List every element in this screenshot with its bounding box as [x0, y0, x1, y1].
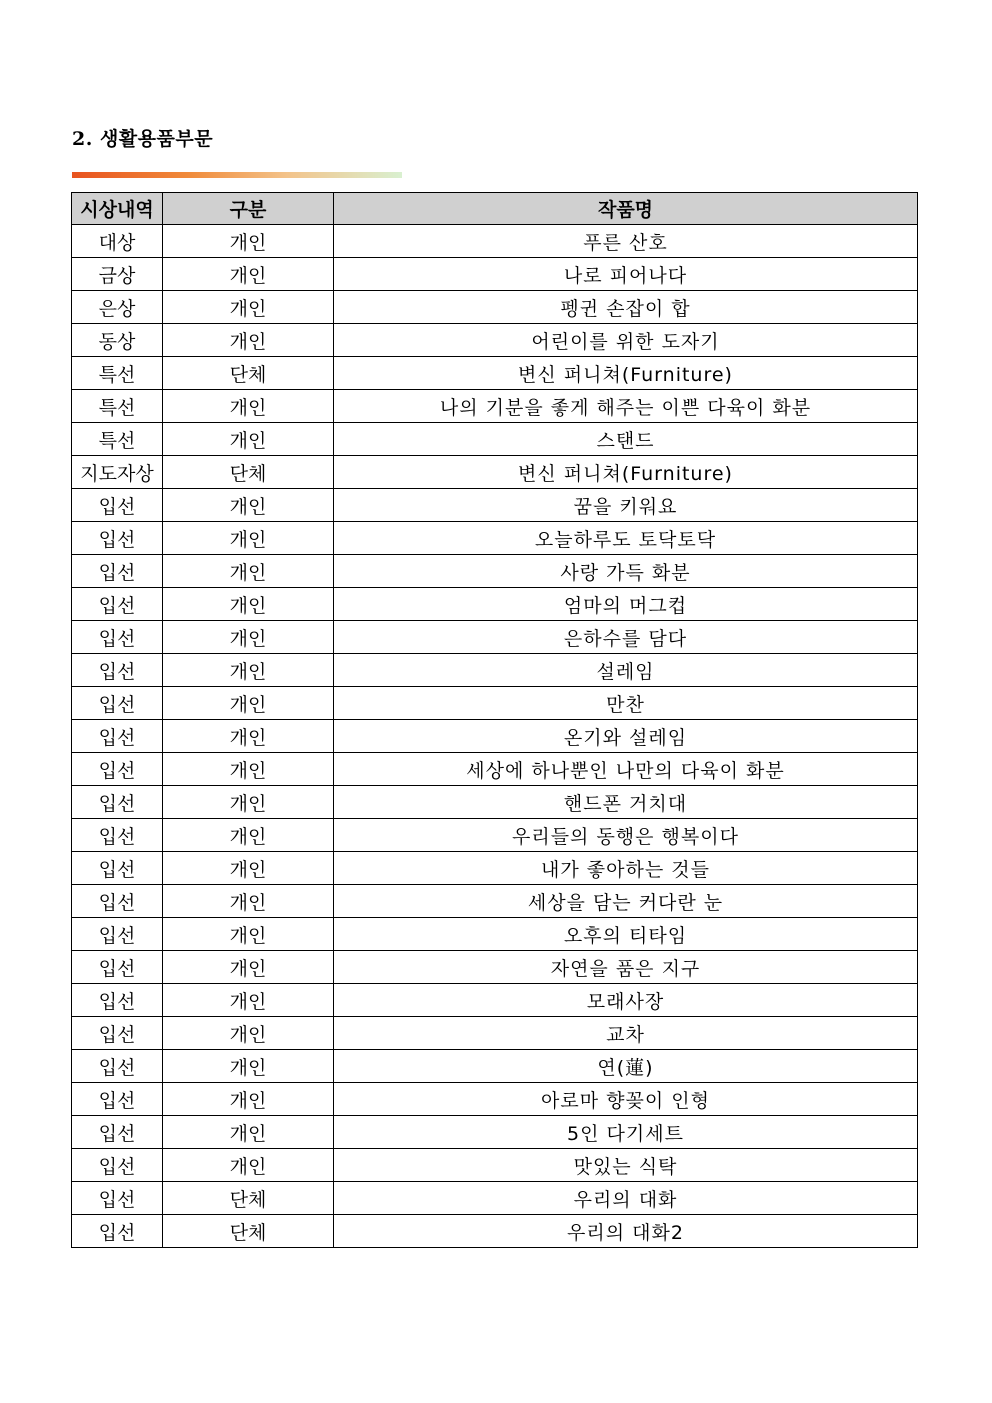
award-cell: 입선: [72, 951, 163, 984]
category-cell: 단체: [163, 357, 334, 390]
category-cell: 개인: [163, 621, 334, 654]
work-title-cell: 우리의 대화: [334, 1182, 918, 1215]
category-cell: 개인: [163, 885, 334, 918]
category-cell: 개인: [163, 588, 334, 621]
work-title-cell: 우리의 대화2: [334, 1215, 918, 1248]
award-cell: 입선: [72, 489, 163, 522]
award-cell: 입선: [72, 1050, 163, 1083]
category-cell: 개인: [163, 1083, 334, 1116]
work-title-cell: 만찬: [334, 687, 918, 720]
awards-table: [71, 192, 918, 1248]
award-cell: 입선: [72, 1017, 163, 1050]
work-title-cell: 엄마의 머그컵: [334, 588, 918, 621]
table-row: [72, 456, 918, 489]
table-row: [72, 522, 918, 555]
table-row: [72, 720, 918, 753]
award-cell: 입선: [72, 984, 163, 1017]
category-cell: 개인: [163, 654, 334, 687]
award-cell: 입선: [72, 1215, 163, 1248]
work-title-cell: 변신 퍼니쳐(Furniture): [334, 456, 918, 489]
table-row: [72, 489, 918, 522]
table-row: [72, 588, 918, 621]
category-cell: 개인: [163, 258, 334, 291]
award-cell: 금상: [72, 258, 163, 291]
work-title-cell: 우리들의 동행은 행복이다: [334, 819, 918, 852]
table-body: [72, 225, 918, 1248]
award-cell: 특선: [72, 423, 163, 456]
work-title-cell: 스탠드: [334, 423, 918, 456]
table-row: [72, 852, 918, 885]
work-title-cell: 오후의 티타임: [334, 918, 918, 951]
work-title-cell: 오늘하루도 토닥토닥: [334, 522, 918, 555]
work-title-cell: 나로 피어나다: [334, 258, 918, 291]
category-cell: 개인: [163, 225, 334, 258]
table-row: [72, 291, 918, 324]
category-cell: 개인: [163, 951, 334, 984]
work-title-cell: 5인 다기세트: [334, 1116, 918, 1149]
header-award: 시상내역: [72, 193, 163, 225]
category-cell: 개인: [163, 1149, 334, 1182]
award-cell: 지도자상: [72, 456, 163, 489]
table-row: [72, 555, 918, 588]
table-row: [72, 1215, 918, 1248]
table-row: [72, 1050, 918, 1083]
work-title-cell: 온기와 설레임: [334, 720, 918, 753]
award-cell: 입선: [72, 720, 163, 753]
table-row: [72, 1017, 918, 1050]
category-cell: 개인: [163, 1050, 334, 1083]
award-cell: 특선: [72, 390, 163, 423]
table-row: [72, 225, 918, 258]
award-cell: 대상: [72, 225, 163, 258]
award-cell: 동상: [72, 324, 163, 357]
work-title-cell: 어린이를 위한 도자기: [334, 324, 918, 357]
work-title-cell: 맛있는 식탁: [334, 1149, 918, 1182]
category-cell: 개인: [163, 753, 334, 786]
table-row: [72, 786, 918, 819]
category-cell: 개인: [163, 1017, 334, 1050]
table-row: [72, 885, 918, 918]
table-row: [72, 258, 918, 291]
work-title-cell: 사랑 가득 화분: [334, 555, 918, 588]
work-title-cell: 설레임: [334, 654, 918, 687]
work-title-cell: 푸른 산호: [334, 225, 918, 258]
work-title-cell: 핸드폰 거치대: [334, 786, 918, 819]
work-title-cell: 나의 기분을 좋게 해주는 이쁜 다육이 화분: [334, 390, 918, 423]
category-cell: 단체: [163, 1215, 334, 1248]
category-cell: 개인: [163, 324, 334, 357]
category-cell: 개인: [163, 720, 334, 753]
category-cell: 개인: [163, 555, 334, 588]
table-row: [72, 1182, 918, 1215]
category-cell: 개인: [163, 522, 334, 555]
category-cell: 개인: [163, 852, 334, 885]
award-cell: 입선: [72, 654, 163, 687]
category-cell: 개인: [163, 291, 334, 324]
category-cell: 개인: [163, 489, 334, 522]
table-row: [72, 819, 918, 852]
table-row: [72, 423, 918, 456]
award-cell: 입선: [72, 885, 163, 918]
work-title-cell: 꿈을 키워요: [334, 489, 918, 522]
work-title-cell: 아로마 향꽂이 인형: [334, 1083, 918, 1116]
award-cell: 입선: [72, 918, 163, 951]
award-cell: 입선: [72, 786, 163, 819]
award-cell: 입선: [72, 1083, 163, 1116]
table-row: [72, 951, 918, 984]
table-row: [72, 1149, 918, 1182]
category-cell: 단체: [163, 456, 334, 489]
table-row: [72, 918, 918, 951]
table-row: [72, 390, 918, 423]
category-cell: 개인: [163, 687, 334, 720]
award-cell: 입선: [72, 819, 163, 852]
work-title-cell: 모래사장: [334, 984, 918, 1017]
table-row: [72, 687, 918, 720]
award-cell: 입선: [72, 621, 163, 654]
work-title-cell: 연(蓮): [334, 1050, 918, 1083]
title-underline: [72, 172, 402, 178]
award-cell: 특선: [72, 357, 163, 390]
header-category: 구분: [163, 193, 334, 225]
award-cell: 입선: [72, 522, 163, 555]
category-cell: 개인: [163, 786, 334, 819]
table-row: [72, 357, 918, 390]
category-cell: 개인: [163, 423, 334, 456]
table-row: [72, 984, 918, 1017]
work-title-cell: 변신 퍼니쳐(Furniture): [334, 357, 918, 390]
award-cell: 입선: [72, 1149, 163, 1182]
award-cell: 입선: [72, 588, 163, 621]
table-row: [72, 753, 918, 786]
award-cell: 입선: [72, 555, 163, 588]
award-cell: 입선: [72, 1116, 163, 1149]
work-title-cell: 세상을 담는 커다란 눈: [334, 885, 918, 918]
work-title-cell: 교차: [334, 1017, 918, 1050]
work-title-cell: 내가 좋아하는 것들: [334, 852, 918, 885]
table-header-row: [72, 193, 918, 225]
category-cell: 개인: [163, 819, 334, 852]
table-row: [72, 654, 918, 687]
section-title: 2. 생활용품부문: [72, 128, 214, 150]
header-work-title: 작품명: [334, 193, 918, 225]
table-row: [72, 621, 918, 654]
award-cell: 은상: [72, 291, 163, 324]
work-title-cell: 세상에 하나뿐인 나만의 다육이 화분: [334, 753, 918, 786]
category-cell: 개인: [163, 390, 334, 423]
category-cell: 개인: [163, 918, 334, 951]
award-cell: 입선: [72, 852, 163, 885]
award-cell: 입선: [72, 687, 163, 720]
award-cell: 입선: [72, 753, 163, 786]
work-title-cell: 은하수를 담다: [334, 621, 918, 654]
category-cell: 단체: [163, 1182, 334, 1215]
category-cell: 개인: [163, 984, 334, 1017]
table-row: [72, 324, 918, 357]
work-title-cell: 자연을 품은 지구: [334, 951, 918, 984]
work-title-cell: 펭귄 손잡이 합: [334, 291, 918, 324]
category-cell: 개인: [163, 1116, 334, 1149]
table-row: [72, 1116, 918, 1149]
award-cell: 입선: [72, 1182, 163, 1215]
table-row: [72, 1083, 918, 1116]
